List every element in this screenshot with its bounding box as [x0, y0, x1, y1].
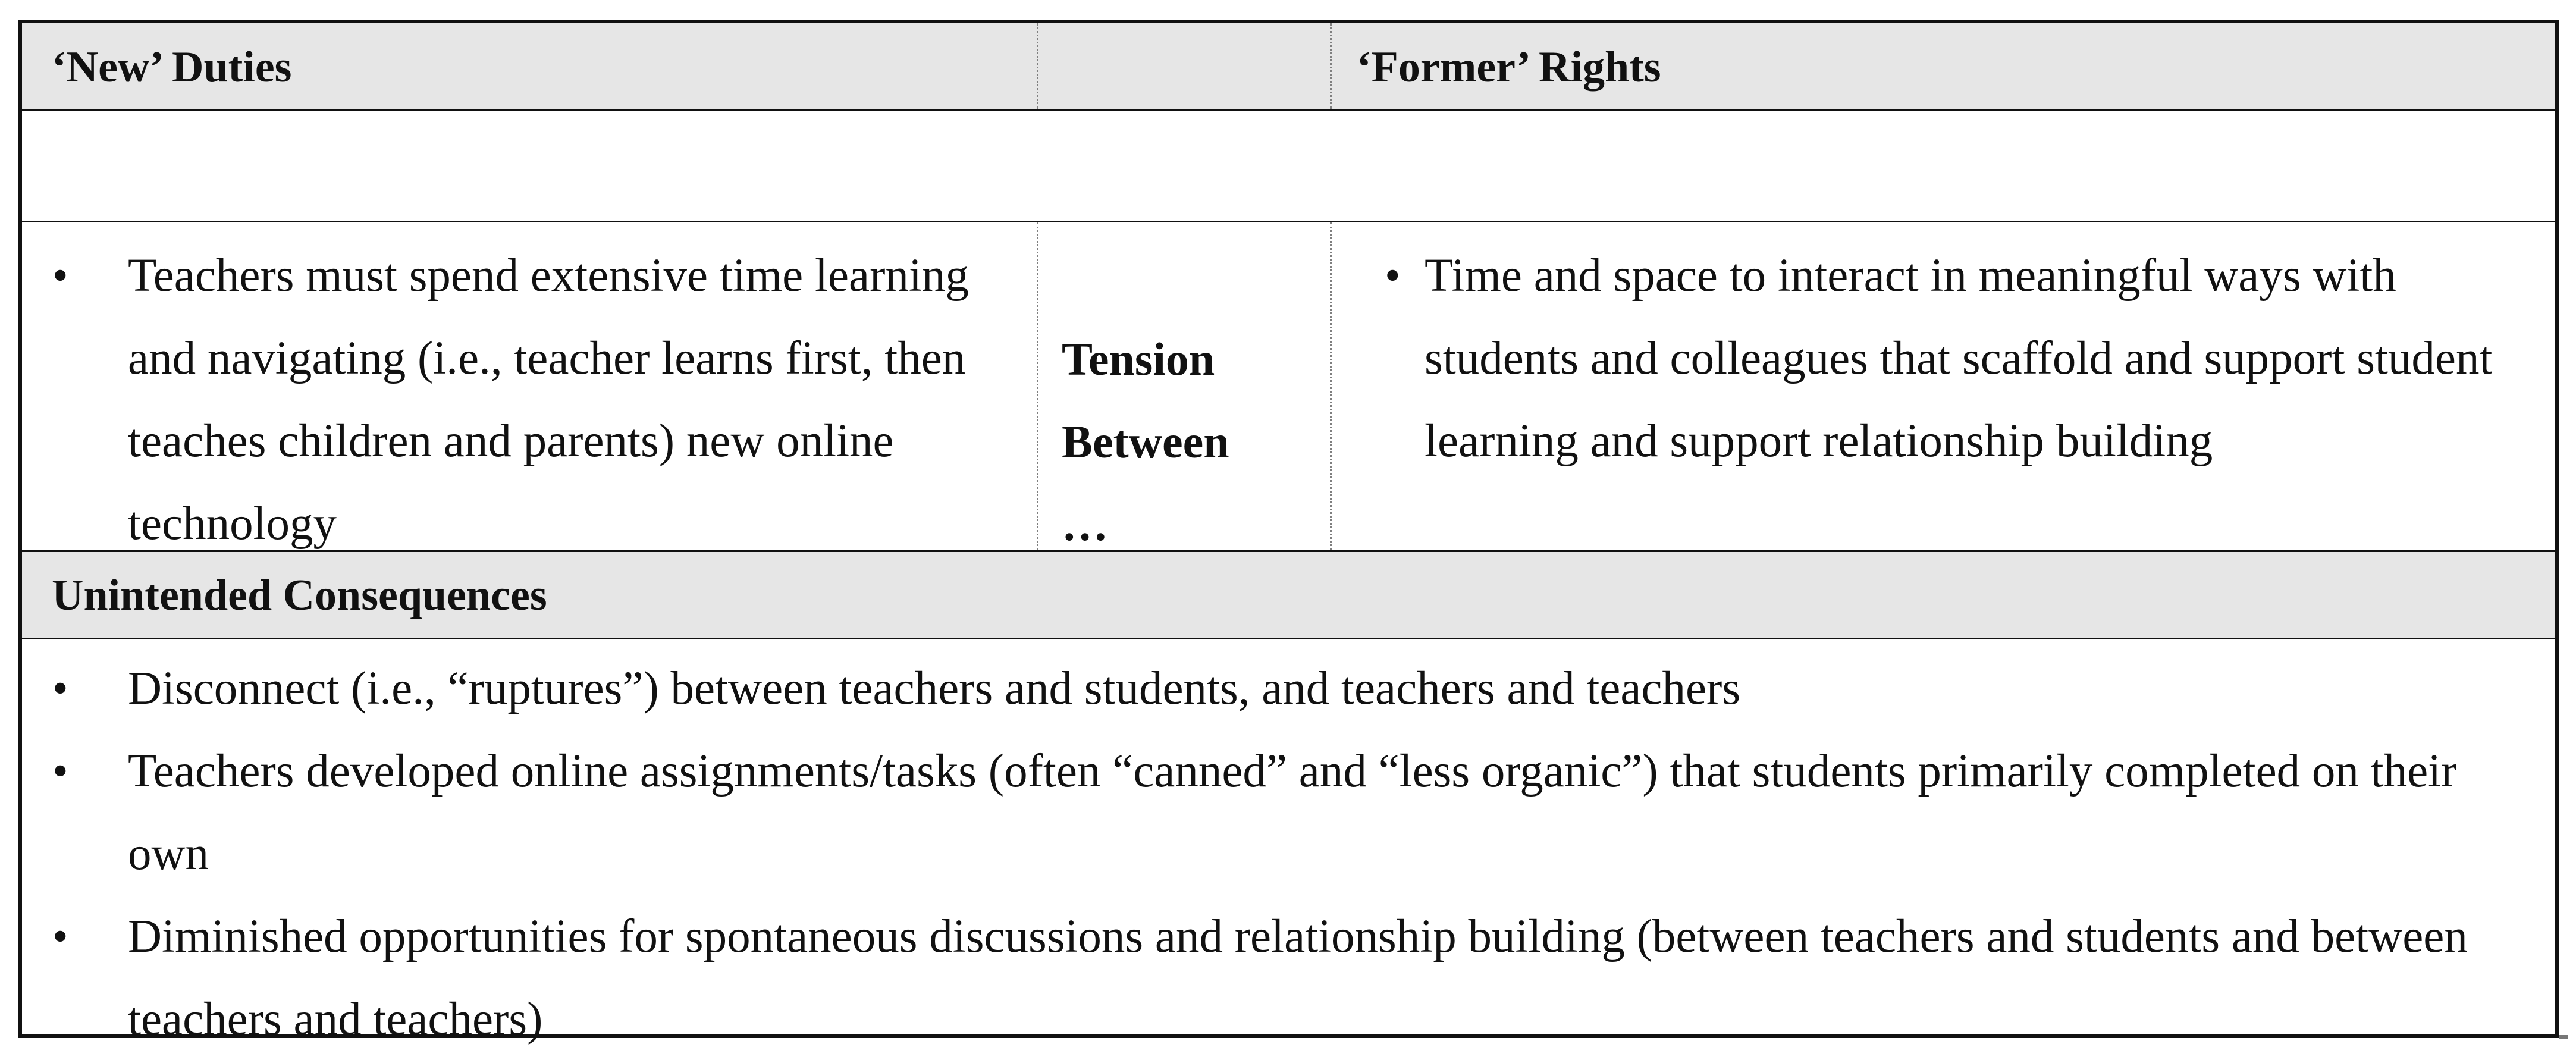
bullet-icon: • — [52, 746, 68, 796]
table-header-row — [22, 23, 2555, 111]
duties-rights-table — [18, 20, 2559, 1045]
tension-between-label — [1062, 318, 1306, 566]
consequence-item — [52, 895, 2522, 1061]
consequence-item — [52, 647, 2522, 730]
former-rights-header: ‘Former’ Rights — [1357, 42, 1661, 92]
column-divider — [1330, 23, 1332, 109]
new-duties-header: ‘New’ Duties — [52, 42, 292, 92]
former-right-item — [1385, 234, 2525, 482]
bullet-icon: • — [1385, 250, 1401, 300]
consequence-text: Disconnect (i.e., “ruptures”) between teachers and students, and teachers and teachers — [128, 663, 1741, 714]
tension-comparison-row — [22, 222, 2555, 552]
unintended-consequences-title: Unintended Consequences — [52, 571, 547, 620]
bullet-icon: • — [52, 663, 68, 713]
blank-table-row — [22, 111, 2555, 222]
former-rights-list — [1385, 234, 2525, 482]
new-duty-item — [52, 234, 1014, 565]
consequence-text: Teachers developed online assignments/tasks (often “canned” and “less organic”) that students primarily completed on their own — [128, 745, 2457, 880]
consequences-header-row — [22, 552, 2555, 639]
column-divider — [1330, 222, 1332, 550]
former-right-text: Time and space to interact in meaningful ways with students and colleagues that scaffold and support student learning and support relationship building — [1425, 250, 2493, 467]
bullet-icon: • — [52, 250, 68, 300]
bullet-icon: • — [52, 911, 68, 961]
consequence-text: Diminished opportunities for spontaneous discussions and relationship building (between teachers and students and between teachers and teachers) — [128, 911, 2468, 1045]
consequences-list — [52, 647, 2522, 1061]
column-divider — [1037, 23, 1038, 109]
tension-label-line-3: … — [1062, 498, 1108, 550]
new-duty-text: Teachers must spend extensive time learning and navigating (i.e., teacher learns first, then teaches children and parents) new online technology — [128, 250, 969, 550]
table-shadow-edge — [2559, 1035, 2568, 1039]
column-divider — [1037, 222, 1038, 550]
consequences-row — [22, 639, 2555, 1045]
consequence-item — [52, 730, 2522, 895]
new-duties-list — [52, 234, 1014, 565]
tension-label-line-1: Tension — [1062, 333, 1215, 385]
tension-label-line-2: Between — [1062, 416, 1229, 468]
